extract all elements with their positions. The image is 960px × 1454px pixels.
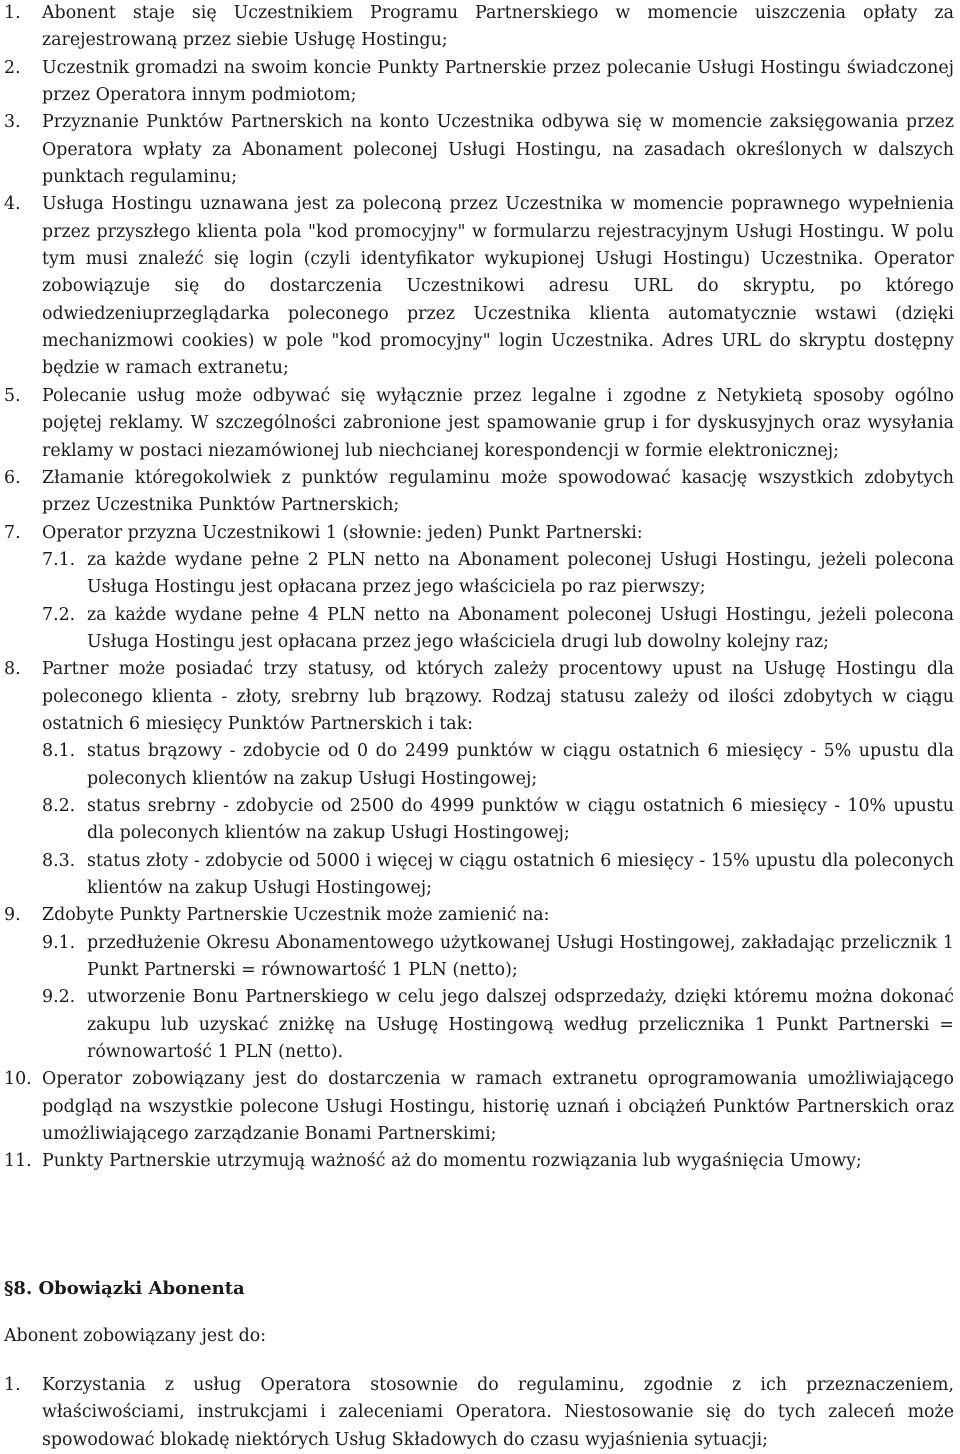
list-item (4, 1066, 954, 1148)
item-number: 1. (4, 1375, 21, 1395)
item-text: Uczestnik gromadzi na swoim koncie Punkty Partnerskie przez polecanie Usługi Hostingu świadczonej przez Operatora innym podmiotom; (42, 57, 954, 106)
item-text: Operator przyzna Uczestnikowi 1 (słownie: jeden) Punkt Partnerski: (42, 522, 643, 543)
section-intro: Abonent zobowiązany jest do: (4, 1326, 267, 1346)
sub-item-text: status srebrny - zdobycie od 2500 do 4999 punktów w ciągu ostatnich 6 miesięcy - 10% upustu dla poleconych klientów na zakup Usługi Hostingowej; (87, 795, 954, 844)
sub-item-number: 7.1. (42, 549, 76, 570)
item-number: 10. (4, 1069, 32, 1090)
sub-item-number: 7.2. (42, 604, 76, 625)
list-item (4, 109, 954, 191)
sub-list-item (42, 984, 954, 1066)
item-number: 2. (4, 57, 21, 78)
list-item (4, 656, 954, 902)
list-item (4, 191, 954, 382)
item-number: 1. (4, 3, 21, 23)
sub-item-text: przedłużenie Okresu Abonamentowego użytkowanej Usługi Hostingowej, zakładając przelicznik 1 Punkt Partnerski = równowartość 1 PLN (netto); (87, 932, 954, 981)
item-text: Operator zobowiązany jest do dostarczenia w ramach extranetu oprogramowania umożliwiającego podgląd na wszystkie polecone Usługi Hostingu, historię uznań i obciążeń Punktów Partnerskich oraz umożliwiającego zarządzanie Bonami Partnerskimi; (42, 1069, 954, 1145)
item-number: 5. (4, 385, 21, 406)
item-number: 11. (4, 1151, 32, 1172)
list-item (4, 55, 954, 110)
sub-item-number: 8.3. (42, 850, 76, 871)
item-text: Polecanie usług może odbywać się wyłącznie przez legalne i zgodne z Netykietą sposoby ogólno pojętej reklamy. W szczególności zabronione jest spamowanie grup i for dyskusyjnych oraz wysyłania reklamy w postaci niezamówionej lub niechcianej korespondencji w formie elektronicznej; (42, 385, 954, 461)
sub-item-text: za każde wydane pełne 2 PLN netto na Abonament poleconej Usługi Hostingu, jeżeli polecona Usługa Hostingu jest opłacana przez jego właściciela po raz pierwszy; (87, 549, 954, 598)
list-item (4, 383, 954, 465)
list-item (4, 0, 954, 55)
sub-item-number: 9.1. (42, 932, 76, 953)
sub-item-text: utworzenie Bonu Partnerskiego w celu jego dalszej odsprzedaży, dzięki któremu można dokonać zakupu lub uzyskać zniżkę na Usługę Hostingową według przelicznika 1 Punkt Partnerski = równowartość 1 PLN (netto). (87, 987, 954, 1063)
list-item (4, 465, 954, 520)
item-text: Zdobyte Punkty Partnerskie Uczestnik może zamienić na: (42, 905, 550, 926)
list-item (4, 1148, 954, 1175)
list-item (4, 902, 954, 1066)
sub-item-number: 9.2. (42, 987, 76, 1008)
list-item (4, 520, 954, 657)
item-text: Przyznanie Punktów Partnerskich na konto Uczestnika odbywa się w momencie zaksięgowania przez Operatora wpłaty za Abonament poleconej Usługi Hostingu, na zasadach określonych w dalszych punktach regulaminu; (42, 112, 954, 188)
item-number: 4. (4, 194, 21, 215)
item-text: Złamanie któregokolwiek z punktów regulaminu może spowodować kasację wszystkich zdobytych przez Uczestnika Punktów Partnerskich; (42, 467, 954, 516)
item-number: 3. (4, 112, 21, 133)
item-text: Korzystania z usług Operatora stosownie do regulaminu, zgodnie z ich przeznaczeniem, właściwościami, instrukcjami i zaleceniami Operatora. Niestosowanie się do tych zaleceń może spowodować blokadę niektórych Usług Składowych do czasu wyjaśnienia sytuacji; (42, 1375, 954, 1450)
sub-list-item (42, 930, 954, 985)
sub-list-item (42, 738, 954, 793)
item-number: 8. (4, 659, 21, 680)
sub-list-item (42, 793, 954, 848)
sub-item-number: 8.2. (42, 795, 76, 816)
item-text: Usługa Hostingu uznawana jest za poleconą przez Uczestnika w momencie poprawnego wypełnienia przez przyszłego klienta pola "kod promocyjny" w formularzu rejestracyjnym Usługi Hostingu. W polu tym musi znaleźć się login (czyli identyfikator wykupionej Usługi Hostingu) Uczestnika. Operator zobowiązuje się do dostarczenia Uczestnikowi adresu URL do skryptu, po którego odwiedzeniuprzeglądarka poleconego przez Uczestnika klienta automatycznie wstawi (dzięki mechanizmowi cookies) w pole "kod promocyjny" login Uczestnika. Adres URL do skryptu dostępny będzie w ramach extranetu; (42, 194, 954, 379)
sub-item-text: status brązowy - zdobycie od 0 do 2499 punktów w ciągu ostatnich 6 miesięcy - 5% upustu dla poleconych klientów na zakup Usługi Hostingowej; (87, 741, 954, 789)
sub-item-number: 8.1. (42, 741, 76, 762)
sub-list-item (42, 602, 954, 657)
sub-list-item (42, 848, 954, 903)
item-number: 7. (4, 522, 21, 543)
list-item (4, 1372, 954, 1454)
item-text: Partner może posiadać trzy statusy, od których zależy procentowy upust na Usługę Hostingu dla poleconego klienta - złoty, srebrny lub brązowy. Rodzaj statusu zależy od ilości zdobytych w ciągu ostatnich 6 miesięcy Punktów Partnerskich i tak: (42, 659, 954, 734)
item-text: Abonent staje się Uczestnikiem Programu Partnerskiego w momencie uiszczenia opłaty za zarejestrowaną przez siebie Usługę Hostingu; (42, 3, 954, 51)
sub-item-text: za każde wydane pełne 4 PLN netto na Abonament poleconej Usługi Hostingu, jeżeli polecona Usługa Hostingu jest opłacana przez jego właściciela drugi lub dowolny kolejny raz; (87, 604, 954, 652)
item-text: Punkty Partnerskie utrzymują ważność aż do momentu rozwiązania lub wygaśnięcia Umowy; (42, 1151, 862, 1172)
section-title: §8. Obowiązki Abonenta (4, 1278, 245, 1299)
regulations-list (4, 0, 954, 1176)
obligations-list (4, 1372, 954, 1454)
sub-item-text: status złoty - zdobycie od 5000 i więcej w ciągu ostatnich 6 miesięcy - 15% upustu dla poleconych klientów na zakup Usługi Hostingowej; (87, 850, 954, 898)
sub-list-item (42, 547, 954, 602)
item-number: 6. (4, 467, 21, 488)
item-number: 9. (4, 905, 21, 926)
